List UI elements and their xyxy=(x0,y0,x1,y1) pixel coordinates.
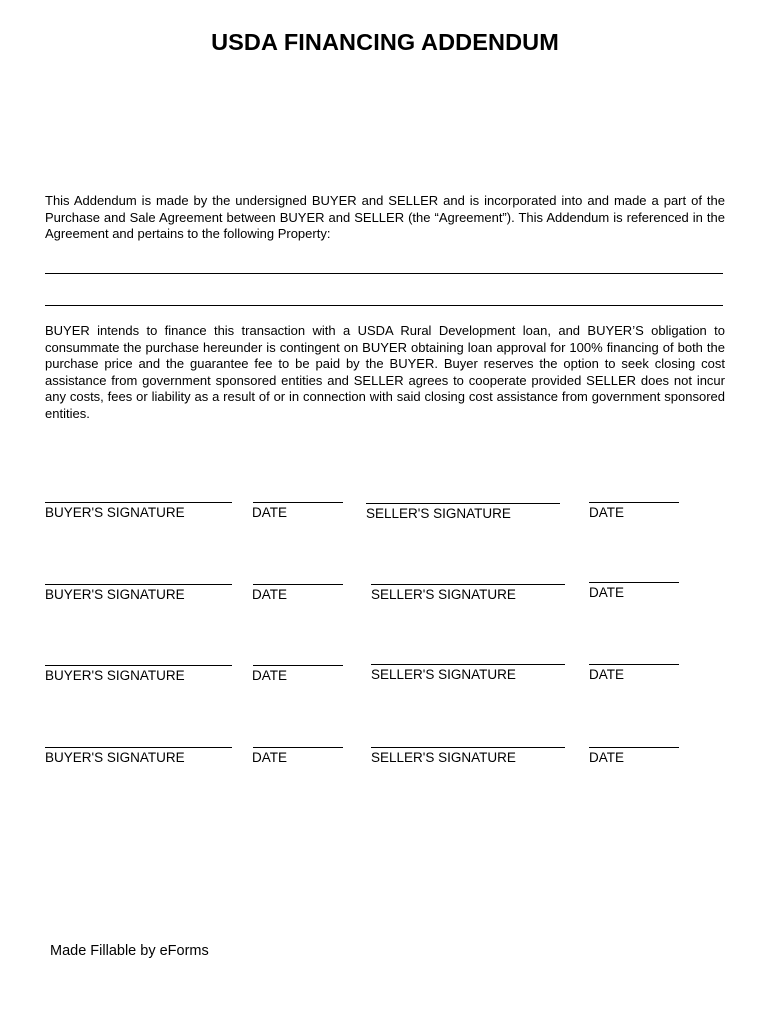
seller-date-field[interactable] xyxy=(589,664,679,665)
buyer-date-label: DATE xyxy=(252,587,288,602)
financing-paragraph: BUYER intends to finance this transaction with a USDA Rural Development loan, and BUYER’S obligation to consummate the purchase hereunder is contingent on BUYER obtaining loan approval for 100% financing of both the purchase price and the guarantee fee to be paid by the BUYER. Buyer reserves the option to seek closing cost assistance from government sponsored entities and SELLER agrees to cooperate provided SELLER does not incur any costs, fees or liability as a result of or in connection with said closing cost assistance from government sponsored entities. xyxy=(45,323,725,421)
buyer-signature-label: BUYER'S SIGNATURE xyxy=(45,668,185,683)
buyer-date-field[interactable] xyxy=(253,584,343,585)
footer-note: Made Fillable by eForms xyxy=(50,943,209,959)
seller-date-label: DATE xyxy=(589,505,625,520)
buyer-date-label: DATE xyxy=(252,750,288,765)
buyer-date-label: DATE xyxy=(252,668,288,683)
buyer-signature-field[interactable] xyxy=(45,747,232,748)
buyer-signature-field[interactable] xyxy=(45,584,232,585)
seller-date-label: DATE xyxy=(589,750,625,765)
seller-signature-field[interactable] xyxy=(371,747,565,748)
seller-signature-field[interactable] xyxy=(371,584,565,585)
document-title: USDA FINANCING ADDENDUM xyxy=(211,29,559,55)
intro-paragraph: This Addendum is made by the undersigned BUYER and SELLER and is incorporated into and made a part of the Purchase and Sale Agreement between BUYER and SELLER (the “Agreement”). This Addendum is referenced in the Agreement and pertains to the following Property: xyxy=(45,193,725,242)
seller-signature-label: SELLER'S SIGNATURE xyxy=(371,667,516,682)
buyer-signature-label: BUYER'S SIGNATURE xyxy=(45,587,185,602)
seller-signature-label: SELLER'S SIGNATURE xyxy=(366,506,511,521)
buyer-date-label: DATE xyxy=(252,505,288,520)
buyer-date-field[interactable] xyxy=(253,502,343,503)
seller-date-label: DATE xyxy=(589,585,625,600)
buyer-signature-label: BUYER'S SIGNATURE xyxy=(45,505,185,520)
seller-signature-label: SELLER'S SIGNATURE xyxy=(371,750,516,765)
seller-date-field[interactable] xyxy=(589,582,679,583)
buyer-signature-field[interactable] xyxy=(45,665,232,666)
seller-date-field[interactable] xyxy=(589,747,679,748)
seller-signature-field[interactable] xyxy=(366,503,560,504)
seller-date-label: DATE xyxy=(589,667,625,682)
seller-date-field[interactable] xyxy=(589,502,679,503)
buyer-date-field[interactable] xyxy=(253,665,343,666)
property-field-line-1[interactable] xyxy=(45,273,723,274)
property-field-line-2[interactable] xyxy=(45,305,723,306)
buyer-date-field[interactable] xyxy=(253,747,343,748)
seller-signature-field[interactable] xyxy=(371,664,565,665)
buyer-signature-field[interactable] xyxy=(45,502,232,503)
seller-signature-label: SELLER'S SIGNATURE xyxy=(371,587,516,602)
buyer-signature-label: BUYER'S SIGNATURE xyxy=(45,750,185,765)
